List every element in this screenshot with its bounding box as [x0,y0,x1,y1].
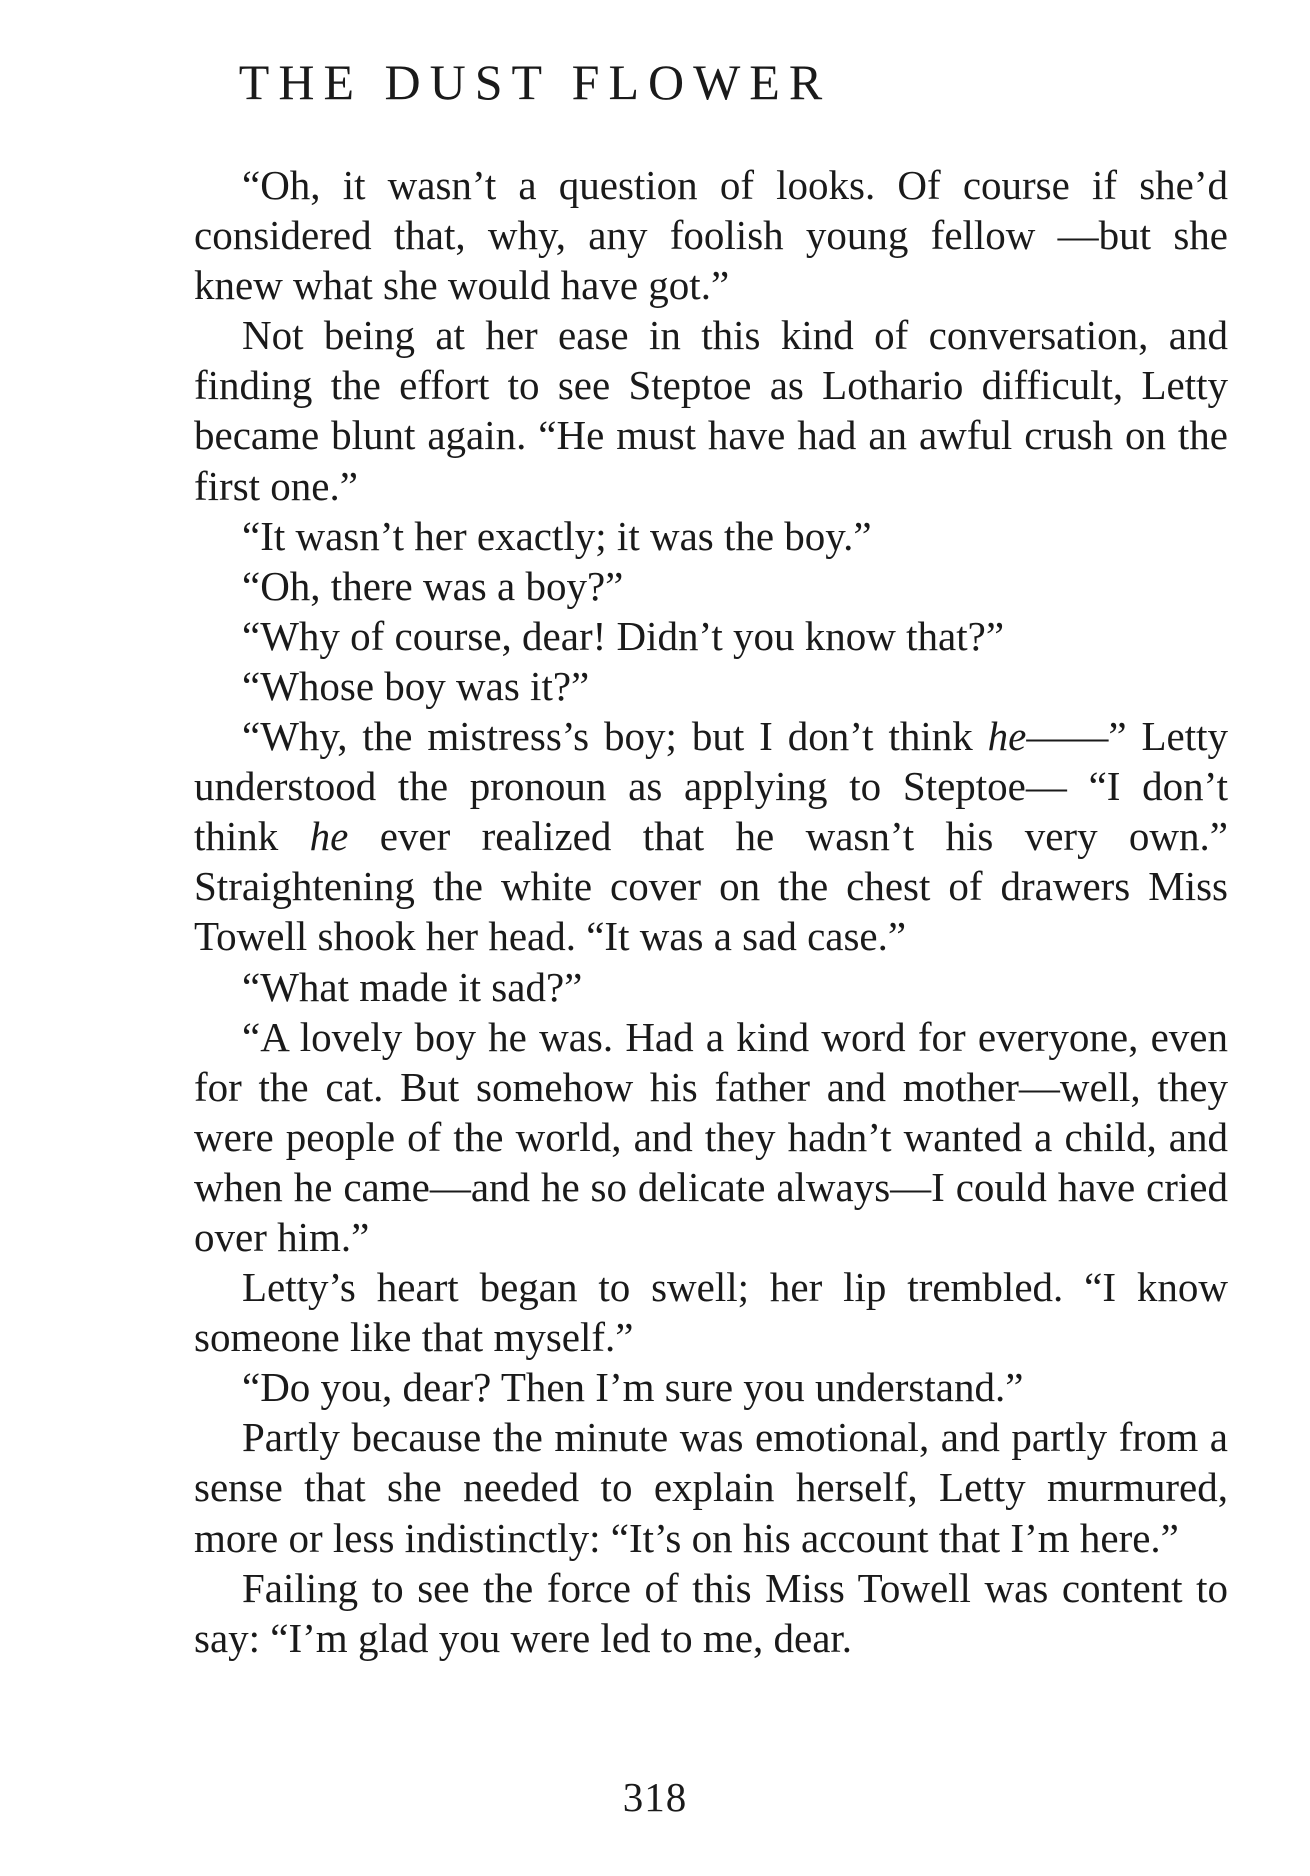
paragraph: “Whose boy was it?” [242,662,590,709]
paragraph: “What made it sad?” [242,963,583,1010]
running-head: THE DUST FLOWER [238,54,832,110]
paragraph: Failing to see the force of this Miss Towell was content to say: “I’m glad you were led to me, dear. [194,1564,1228,1661]
paragraph: “Why of course, dear! Didn’t you know that?” [242,612,1005,659]
paragraph: “It wasn’t her exactly; it was the boy.” [242,512,872,559]
paragraph: “A lovely boy he was. Had a kind word for everyone, even for the cat. But somehow his father and mother—well, they were people of the world, and they hadn’t wanted a child, and when he came—and he so delicate always—I could have cried over him.” [194,1013,1228,1260]
emphasis: he [309,813,349,860]
paragraph-text: “Why, the mistress’s boy; but I don’t think [242,713,988,760]
paragraph-text: ever realized that he wasn’t his very own.” Straightening the white cover on the chest of drawers Miss Towell shook her head. “It was a sad case.” [194,813,1228,960]
emphasis: he [987,713,1027,760]
paragraph: “Do you, dear? Then I’m sure you understand.” [242,1364,1024,1411]
paragraph: Partly because the minute was emotional, and partly from a sense that she needed to explain herself, Letty murmured, more or less indistinctly: “It’s on his account that I’m here.” [194,1414,1228,1561]
paragraph: “Oh, it wasn’t a question of looks. Of course if she’d considered that, why, any foolish young fellow —but she knew what she would have got.” [194,162,1228,309]
page-number: 318 [622,1774,688,1820]
paragraph: Letty’s heart began to swell; her lip trembled. “I know someone like that myself.” [194,1264,1228,1361]
paragraph: Not being at her ease in this kind of conversation, and finding the effort to see Steptoe as Lothario difficult, Letty became blunt again. “He must have had an awful crush on the first one.” [194,312,1228,509]
body-text [194,160,1228,1663]
paragraph: “Oh, there was a boy?” [242,562,624,609]
paragraph-text: ——” Letty understood the pronoun as applying to Steptoe— “I don’t think [194,713,1228,860]
paragraph [194,711,1228,961]
